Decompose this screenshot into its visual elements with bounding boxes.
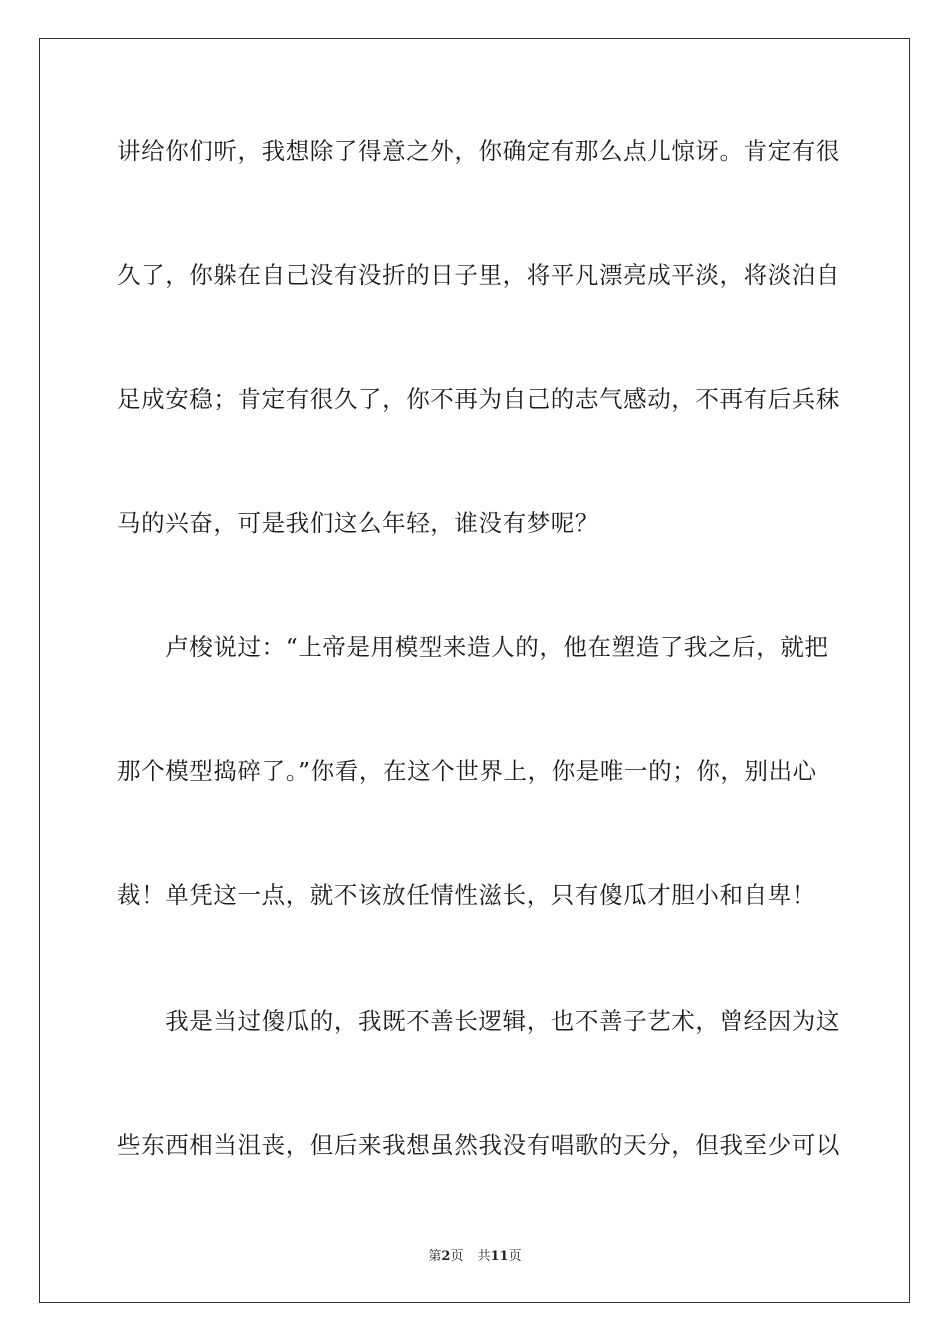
body-text-line: 些东西相当沮丧，但后来我想虽然我没有唱歌的天分，但我至少可以	[117, 1131, 840, 1159]
total-pages: 11	[490, 1249, 509, 1264]
page-footer	[0, 1249, 950, 1265]
body-text-line: 足成安稳；肯定有很久了，你不再为自己的志气感动，不再有后兵秣	[117, 385, 840, 413]
page-prefix: 第	[428, 1249, 442, 1264]
page-suffix: 页	[450, 1249, 464, 1264]
body-text-line: 马的兴奋，可是我们这么年轻，谁没有梦呢？	[117, 509, 599, 537]
body-text-line: 那个模型捣碎了。”你看，在这个世界上，你是唯一的；你，别出心	[117, 757, 817, 785]
body-text-line: 我是当过傻瓜的，我既不善长逻辑，也不善子艺术，曾经因为这	[117, 1007, 840, 1035]
page-border	[39, 38, 910, 1303]
body-text-line: 卢梭说过：“上帝是用模型来造人的，他在塑造了我之后，就把	[117, 633, 829, 661]
page-number: 2	[441, 1249, 451, 1264]
body-text-line: 久了，你躲在自己没有没折的日子里，将平凡漂亮成平淡，将淡泊自	[117, 261, 840, 289]
body-text-line: 讲给你们听，我想除了得意之外，你确定有那么点儿惊讶。肯定有很	[117, 137, 840, 165]
body-text-line: 裁！单凭这一点，就不该放任情性滋长，只有傻瓜才胆小和自卑！	[117, 881, 816, 909]
total-suffix: 页	[508, 1249, 522, 1264]
total-prefix: 共	[477, 1249, 491, 1264]
